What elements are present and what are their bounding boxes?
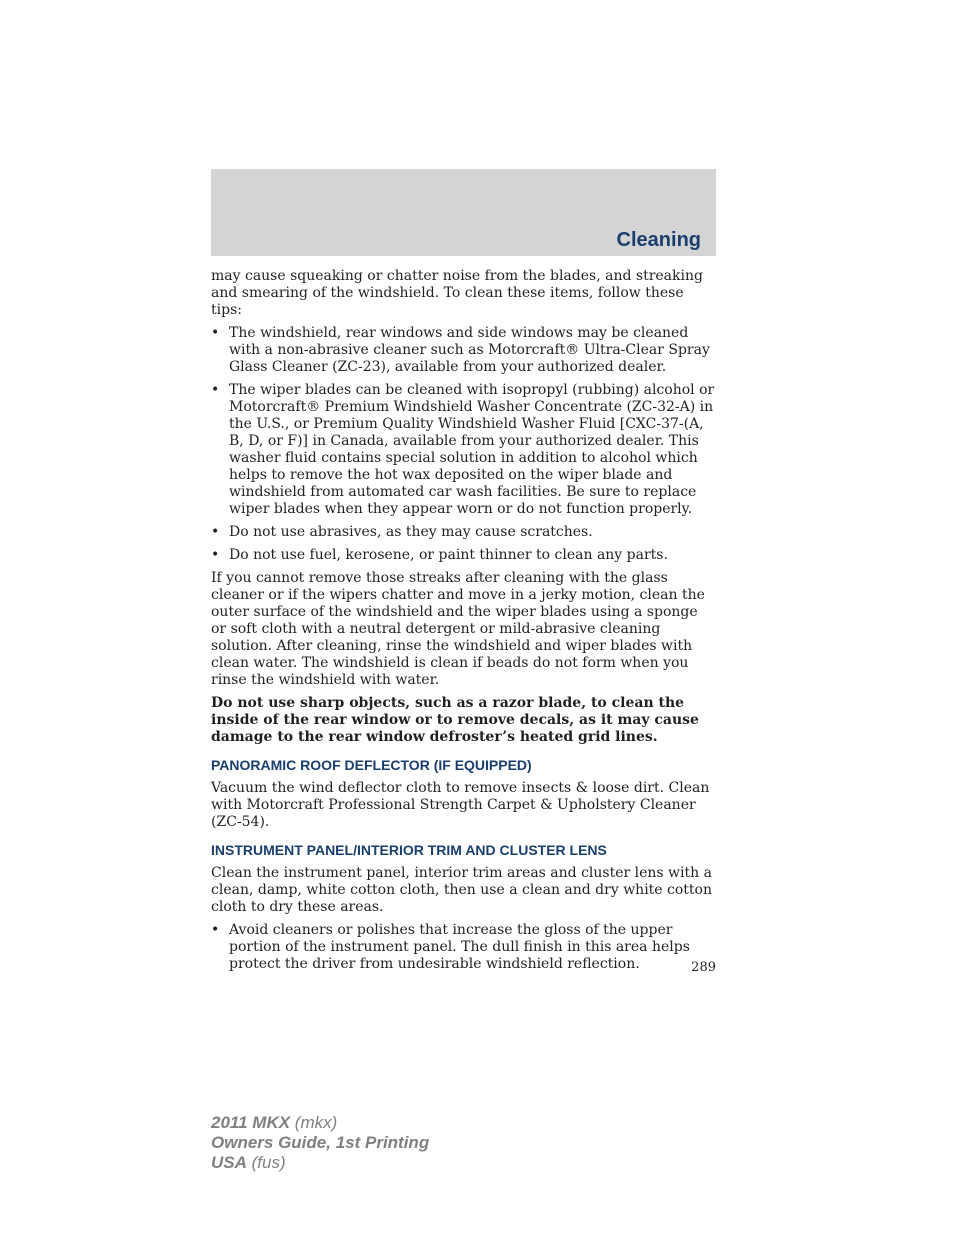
footer-market: USA [211,1153,247,1172]
bullet-icon: • [211,922,220,938]
footer-line-edition: Owners Guide, 1st Printing [211,1133,430,1152]
instrument-panel-paragraph: Clean the instrument panel, interior trim areas and cluster lens with a clean, damp, white cotton cloth, then use a clean and dry white cotton cloth to dry these areas. [211,865,712,915]
document-footer [211,1113,429,1173]
cleaning-tips-list [211,325,716,564]
footer-model-code: (mkx) [290,1113,338,1132]
list-item [211,547,716,564]
list-item-text: Avoid cleaners or polishes that increase the gloss of the upper portion of the instrument panel. The dull finish in this area helps protect the driver from undesirable windshield reflection. [229,922,690,972]
list-item [211,325,716,376]
bullet-icon: • [211,524,220,540]
section-header-band [211,169,716,256]
bullet-icon: • [211,325,220,341]
streaks-paragraph: If you cannot remove those streaks after cleaning with the glass cleaner or if the wipers chatter and move in a jerky motion, clean the outer surface of the windshield and the wiper blades using a sponge or soft cloth with a neutral detergent or mild-abrasive cleaning solution. After cleaning, rinse the windshield and wiper blades with clean water. The windshield is clean if beads do not form when you rinse the windshield with water. [211,570,705,688]
footer-line-model [211,1113,429,1133]
page-number: 289 [691,960,716,975]
roof-deflector-heading: PANORAMIC ROOF DEFLECTOR (IF EQUIPPED) [211,757,532,773]
list-item-text: Do not use fuel, kerosene, or paint thinner to clean any parts. [229,547,668,563]
list-item [211,382,716,518]
footer-market-code: (fus) [246,1153,286,1172]
list-item-text: Do not use abrasives, as they may cause scratches. [229,524,593,540]
list-item-text: The wiper blades can be cleaned with isopropyl (rubbing) alcohol or Motorcraft® Premium Windshield Washer Concentrate (ZC-32-A) in the U.S., or Premium Quality Windshield Washer Fluid [CXC-37-(A, B, D, or F)] in Canada, available from your authorized dealer. This washer fluid contains special solution in addition to alcohol which helps to remove the hot wax deposited on the wiper blade and windshield from automated car wash facilities. Be sure to replace wiper blades when they appear worn or do not function properly. [229,382,715,517]
bullet-icon: • [211,547,220,563]
footer-line-market [211,1153,429,1173]
list-item-text: The windshield, rear windows and side windows may be cleaned with a non-abrasive cleaner such as Motorcraft® Ultra-Clear Spray Glass Cleaner (ZC-23), available from your authorized dealer. [229,325,710,375]
list-item [211,524,716,541]
section-title: Cleaning [616,229,701,251]
intro-paragraph: may cause squeaking or chatter noise from the blades, and streaking and smearing of the windshield. To clean these items, follow these tips: [211,268,703,318]
footer-model-year: 2011 MKX [211,1113,291,1132]
instrument-panel-tips-list [211,922,716,973]
instrument-panel-heading: INSTRUMENT PANEL/INTERIOR TRIM AND CLUSTER LENS [211,842,607,858]
warning-paragraph: Do not use sharp objects, such as a razor blade, to clean the inside of the rear window or to remove decals, as it may cause damage to the rear window defroster’s heated grid lines. [211,695,699,745]
page-content [211,268,716,979]
bullet-icon: • [211,382,220,398]
roof-deflector-paragraph: Vacuum the wind deflector cloth to remove insects & loose dirt. Clean with Motorcraft Professional Strength Carpet & Upholstery Cleaner (ZC-54). [211,780,710,830]
list-item [211,922,716,973]
